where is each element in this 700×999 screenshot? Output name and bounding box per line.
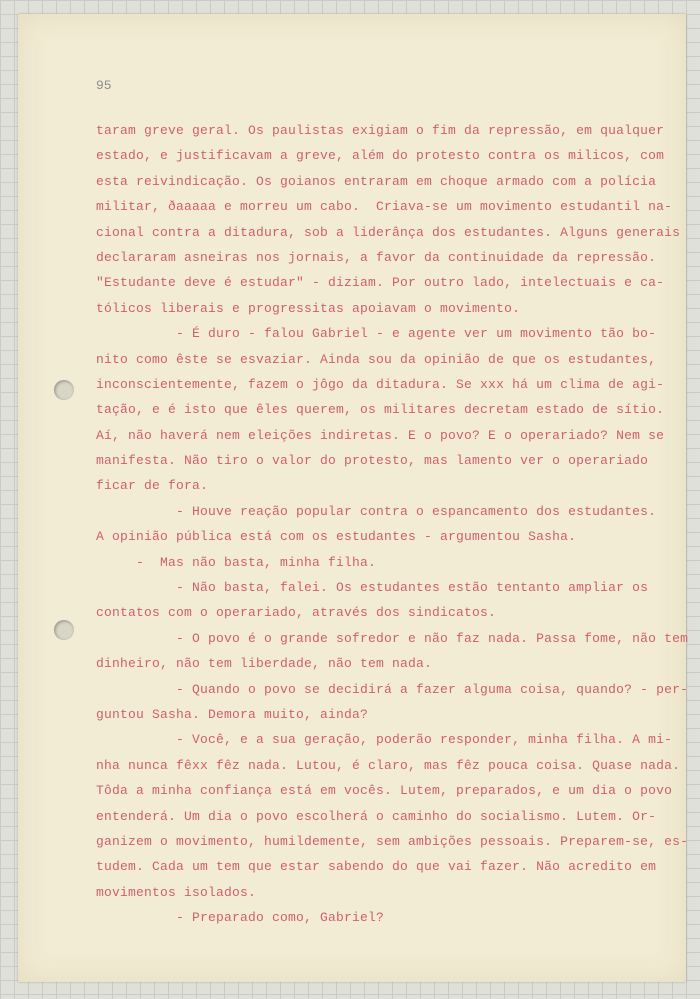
text-line: dinheiro, não tem liberdade, não tem nada. bbox=[96, 656, 433, 672]
punch-hole bbox=[54, 620, 74, 640]
text-line: ganizem o movimento, humildemente, sem ambições pessoais. Preparem-se, es- bbox=[96, 833, 689, 849]
text-line: Tôda a minha confiança está em vocês. Lutem, preparados, e um dia o povo bbox=[96, 783, 673, 799]
text-line: - É duro - falou Gabriel - e agente ver um movimento tão bo- bbox=[96, 326, 657, 342]
text-line: Aí, não haverá nem eleições indiretas. E o povo? E o operariado? Nem se bbox=[96, 427, 665, 443]
punch-hole bbox=[54, 380, 74, 400]
text-line: taram greve geral. Os paulistas exigiam o fim da repressão, em qualquer bbox=[96, 123, 665, 138]
text-line: tação, e é isto que êles querem, os militares decretam estado de sítio. bbox=[96, 402, 665, 418]
text-line: nito como êste se esvaziar. Ainda sou da opinião de que os estudantes, bbox=[96, 351, 657, 367]
text-line: - Você, e a sua geração, poderão responder, minha filha. A mi- bbox=[96, 732, 673, 748]
text-line: esta reivindicação. Os goianos entraram em choque armado com a polícia bbox=[96, 173, 657, 189]
typed-text-body bbox=[96, 118, 689, 931]
text-line: entenderá. Um dia o povo escolherá o caminho do socialismo. Lutem. Or- bbox=[96, 808, 657, 824]
text-line: A opinião pública está com os estudantes - argumentou Sasha. bbox=[96, 529, 577, 545]
text-line: guntou Sasha. Demora muito, ainda? bbox=[96, 706, 369, 722]
text-line: - Não basta, falei. Os estudantes estão tentanto ampliar os bbox=[96, 580, 649, 596]
text-line: declararam asneiras nos jornais, a favor da continuidade da repressão. bbox=[96, 249, 657, 265]
text-line: manifesta. Não tiro o valor do protesto, mas lamento ver o operariado bbox=[96, 453, 649, 469]
text-line: - Quando o povo se decidirá a fazer alguma coisa, quando? - per- bbox=[96, 681, 689, 697]
text-line: tudem. Cada um tem que estar sabendo do que vai fazer. Não acredito em bbox=[96, 859, 657, 875]
text-line: contatos com o operariado, através dos sindicatos. bbox=[96, 605, 497, 621]
text-line: ficar de fora. bbox=[96, 478, 209, 494]
text-line: nha nunca fêxx fêz nada. Lutou, é claro, mas fêz pouca coisa. Quase nada. bbox=[96, 757, 681, 773]
text-line: militar, ðaaaaa e morreu um cabo. Criava-se um movimento estudantil na- bbox=[96, 199, 673, 215]
text-line: inconscientemente, fazem o jôgo da ditadura. Se xxx há um clima de agi- bbox=[96, 376, 665, 392]
text-line: tólicos liberais e progressitas apoiavam o movimento. bbox=[96, 300, 521, 316]
text-line: movimentos isolados. bbox=[96, 884, 257, 900]
text-line: estado, e justificavam a greve, além do protesto contra os milicos, com bbox=[96, 148, 665, 164]
text-line: - O povo é o grande sofredor e não faz nada. Passa fome, não tem bbox=[96, 630, 689, 646]
text-line: "Estudante deve é estudar" - diziam. Por outro lado, intelectuais e ca- bbox=[96, 275, 665, 291]
text-line: - Preparado como, Gabriel? bbox=[96, 910, 385, 926]
text-line: - Mas não basta, minha filha. bbox=[96, 554, 377, 570]
page-number: 95 bbox=[96, 78, 112, 93]
text-line: cional contra a ditadura, sob a liderânça dos estudantes. Alguns generais bbox=[96, 224, 681, 240]
text-line: - Houve reação popular contra o espancamento dos estudantes. bbox=[96, 503, 657, 519]
